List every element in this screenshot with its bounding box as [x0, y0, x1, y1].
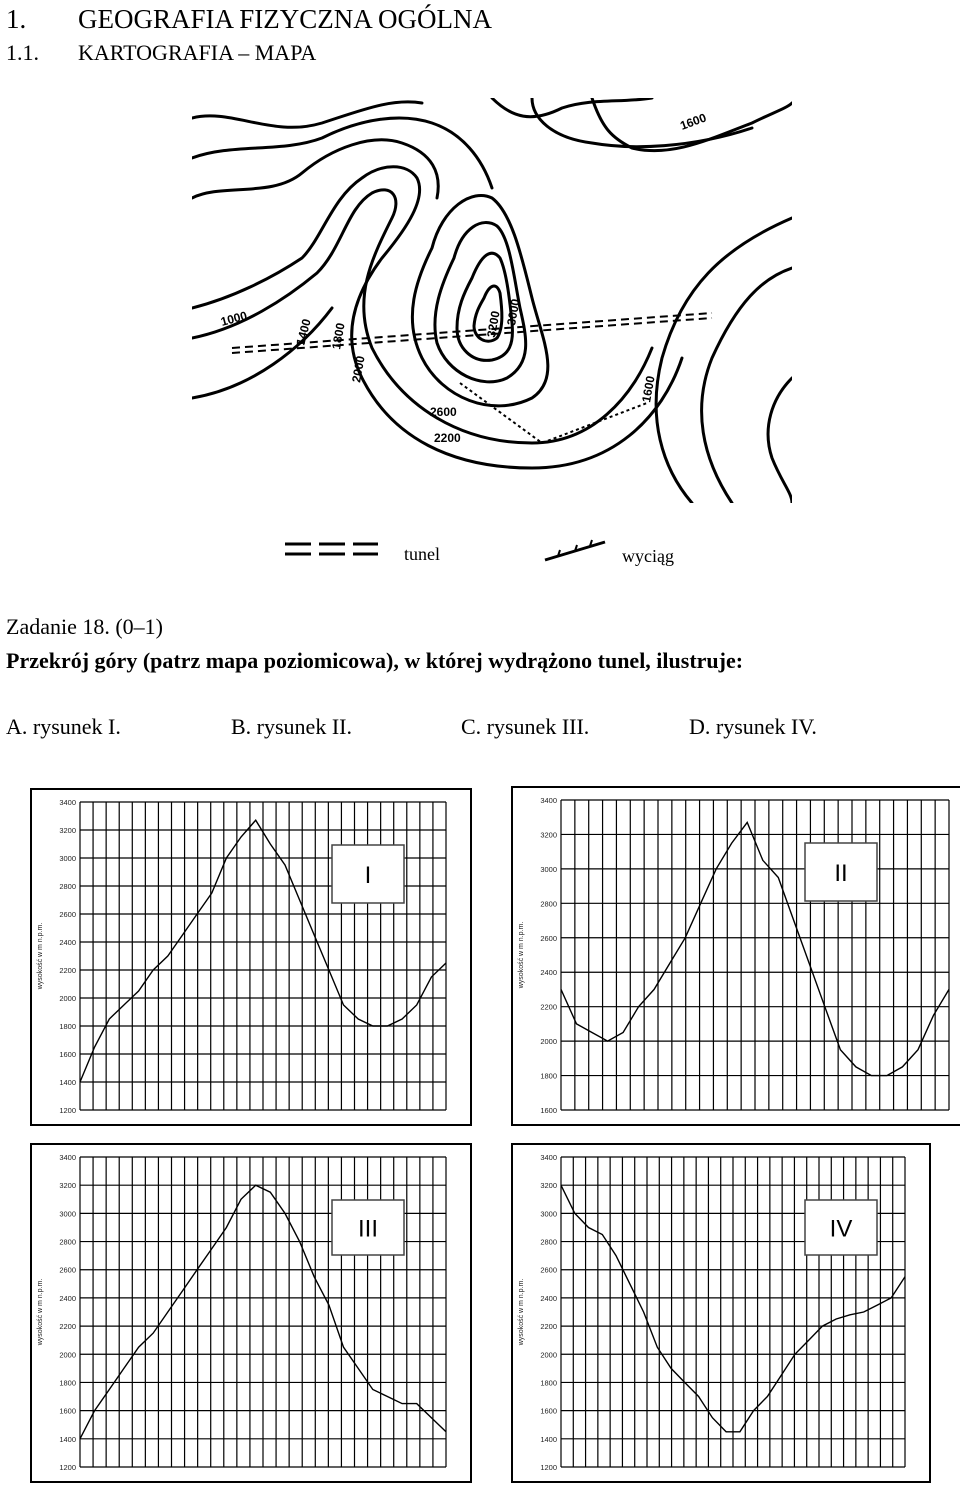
contour-lines — [192, 98, 792, 503]
profile-chart-svg — [513, 788, 960, 1124]
chart-title: II — [834, 860, 848, 887]
y-tick-label: 1800 — [540, 1378, 557, 1388]
lift-label: wyciąg — [622, 546, 674, 566]
contour-label: 2200 — [434, 431, 461, 445]
y-axis-label: wysokość w m n.p.m. — [518, 921, 525, 989]
y-tick-label: 2400 — [59, 1293, 76, 1303]
y-tick-label: 1200 — [540, 1463, 557, 1472]
contour-label: 1400 — [293, 317, 314, 347]
y-tick-label: 3000 — [540, 1209, 557, 1219]
y-tick-label: 3200 — [59, 1181, 76, 1191]
y-tick-label: 1800 — [540, 1071, 557, 1081]
y-tick-label: 1600 — [59, 1050, 76, 1059]
subsection-title: KARTOGRAFIA – MAPA — [78, 40, 317, 65]
y-tick-label: 2400 — [540, 1293, 557, 1303]
y-tick-label: 1200 — [59, 1106, 76, 1115]
y-tick-label: 2800 — [540, 899, 557, 909]
tunnel-symbol — [285, 544, 378, 554]
task-points: (0–1) — [115, 614, 164, 639]
y-tick-label: 2000 — [540, 1037, 557, 1047]
y-tick-label: 1400 — [59, 1078, 76, 1087]
y-tick-label: 3400 — [59, 1153, 76, 1162]
contour-label: 1800 — [329, 321, 348, 351]
lift-path — [460, 383, 647, 443]
y-tick-label: 2800 — [540, 1237, 557, 1247]
contour-label: 2600 — [430, 405, 457, 419]
y-tick-label: 2000 — [59, 994, 76, 1003]
y-tick-label: 1200 — [59, 1463, 76, 1472]
task-question: Przekrój góry (patrz mapa poziomicowa), w której wydrążono tunel, ilustruje: — [6, 648, 744, 673]
y-tick-label: 2600 — [540, 1265, 557, 1275]
profile-chart-i — [30, 788, 472, 1126]
section-heading — [6, 4, 492, 35]
y-tick-label: 3200 — [59, 826, 76, 835]
y-tick-label: 2000 — [540, 1350, 557, 1360]
task-heading — [6, 614, 163, 640]
profile-chart-ii — [511, 786, 960, 1126]
section-title: GEOGRAFIA FIZYCZNA OGÓLNA — [78, 4, 493, 34]
profile-chart-svg — [513, 1145, 929, 1481]
chart-title: III — [357, 1215, 379, 1243]
y-axis-label: wysokość w m n.p.m. — [518, 1278, 525, 1346]
contour-label: 3000 — [504, 297, 523, 327]
task-label: Zadanie 18. — [6, 614, 110, 639]
map-legend — [270, 530, 710, 580]
y-tick-label: 2600 — [59, 910, 76, 919]
subsection-heading — [6, 40, 316, 66]
y-tick-label: 3000 — [540, 864, 557, 874]
section-number: 1. — [6, 4, 27, 34]
tunnel-label: tunel — [404, 544, 440, 564]
contour-label: 1600 — [639, 374, 658, 404]
subsection-number: 1.1. — [6, 40, 39, 65]
y-tick-label: 3400 — [540, 796, 557, 805]
contour-labels — [219, 110, 708, 445]
y-tick-label: 3200 — [540, 1181, 557, 1191]
chart-title: IV — [829, 1215, 853, 1243]
answer-options — [6, 714, 956, 744]
y-tick-label: 2600 — [540, 933, 557, 943]
answer-option-b[interactable]: B. rysunek II. — [231, 714, 352, 739]
contour-label: 3200 — [484, 309, 503, 339]
y-tick-label: 1600 — [540, 1106, 557, 1115]
contour-map — [192, 98, 792, 503]
y-tick-label: 2400 — [540, 968, 557, 978]
y-axis-label: wysokość w m n.p.m. — [37, 922, 44, 990]
profile-chart-svg — [32, 790, 470, 1124]
chart-title: I — [364, 862, 372, 889]
y-tick-label: 2600 — [59, 1265, 76, 1275]
answer-option-a[interactable]: A. rysunek I. — [6, 714, 121, 739]
profile-chart-iii — [30, 1143, 472, 1483]
y-tick-label: 1400 — [59, 1434, 76, 1444]
y-tick-label: 3200 — [540, 830, 557, 840]
profile-chart-svg — [32, 1145, 470, 1481]
answer-option-d[interactable]: D. rysunek IV. — [689, 714, 817, 739]
y-tick-label: 1800 — [59, 1022, 76, 1031]
y-tick-label: 2800 — [59, 1237, 76, 1247]
y-tick-label: 2200 — [59, 966, 76, 975]
y-tick-label: 1600 — [540, 1406, 557, 1416]
profile-chart-iv — [511, 1143, 931, 1483]
y-tick-label: 2200 — [540, 1002, 557, 1012]
lift-symbol — [545, 540, 605, 560]
contour-label: 1000 — [219, 308, 249, 329]
y-axis-label: wysokość w m n.p.m. — [37, 1278, 44, 1346]
y-tick-label: 3000 — [59, 854, 76, 863]
y-tick-label: 2400 — [59, 938, 76, 947]
y-tick-label: 2200 — [59, 1322, 76, 1332]
y-tick-label: 1800 — [59, 1378, 76, 1388]
y-tick-label: 2800 — [59, 882, 76, 891]
y-tick-label: 2000 — [59, 1350, 76, 1360]
contour-label: 1600 — [678, 110, 709, 133]
y-tick-label: 1400 — [540, 1434, 557, 1444]
y-tick-label: 2200 — [540, 1322, 557, 1332]
y-tick-label: 1600 — [59, 1406, 76, 1416]
contour-label: 2000 — [349, 354, 368, 384]
y-tick-label: 3400 — [59, 798, 76, 807]
answer-option-c[interactable]: C. rysunek III. — [461, 714, 590, 739]
y-tick-label: 3000 — [59, 1209, 76, 1219]
y-tick-label: 3400 — [540, 1153, 557, 1162]
